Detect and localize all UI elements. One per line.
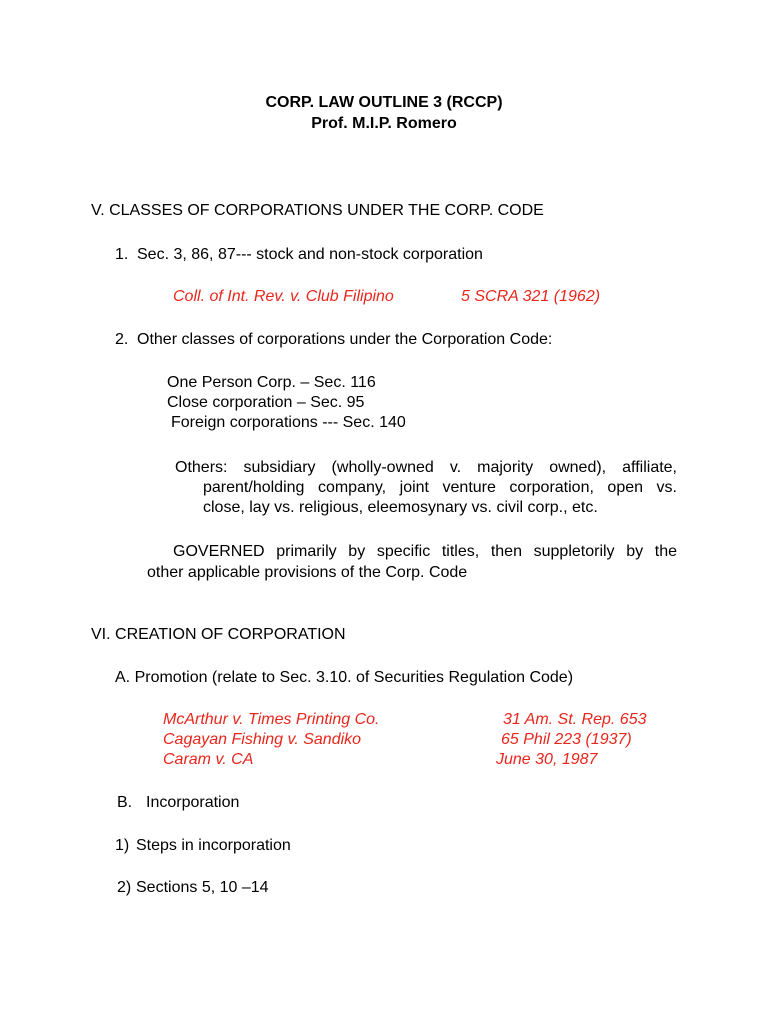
case-citation: 5 SCRA 321 (1962) xyxy=(461,288,601,305)
case-cagayan-name: Cagayan Fishing v. Sandiko xyxy=(163,731,362,748)
others-line-2: parent/holding company, joint venture corporation, open vs. xyxy=(203,479,677,496)
class-close: Close corporation – Sec. 95 xyxy=(167,394,365,411)
case-mcarthur-citation: 31 Am. St. Rep. 653 xyxy=(503,711,647,728)
item-1-number: 1. xyxy=(115,246,129,263)
step-2-text: Sections 5, 10 –14 xyxy=(136,879,269,896)
case-mcarthur-name: McArthur v. Times Printing Co. xyxy=(163,711,380,728)
case-caram-citation: June 30, 1987 xyxy=(496,751,598,768)
incorporation-letter: B. xyxy=(117,794,133,811)
step-1-number: 1) xyxy=(115,837,130,854)
incorporation-text: Incorporation xyxy=(146,794,240,811)
step-1-text: Steps in incorporation xyxy=(136,837,291,854)
case-name: Coll. of Int. Rev. v. Club Filipino xyxy=(173,288,394,305)
document-author: Prof. M.I.P. Romero xyxy=(311,115,457,132)
others-line-3: close, lay vs. religious, eleemosynary vs. civil corp., etc. xyxy=(203,499,598,516)
step-2-number: 2) xyxy=(117,879,132,896)
item-2-text: Other classes of corporations under the Corporation Code: xyxy=(137,331,553,348)
promotion-item: A. Promotion (relate to Sec. 3.10. of Securities Regulation Code) xyxy=(115,669,574,686)
document-title: CORP. LAW OUTLINE 3 (RCCP) xyxy=(265,94,503,111)
others-line-1: Others: subsidiary (wholly-owned v. majority owned), affiliate, xyxy=(175,459,677,476)
class-one-person: One Person Corp. – Sec. 116 xyxy=(167,374,376,391)
governed-line-2: other applicable provisions of the Corp. Code xyxy=(147,564,468,581)
class-foreign: Foreign corporations --- Sec. 140 xyxy=(171,414,406,431)
governed-line-1: GOVERNED primarily by specific titles, then suppletorily by the xyxy=(173,543,677,560)
case-cagayan-citation: 65 Phil 223 (1937) xyxy=(501,731,632,748)
section-v-heading: V. CLASSES OF CORPORATIONS UNDER THE CORP. CODE xyxy=(91,202,544,219)
item-1-text: Sec. 3, 86, 87--- stock and non-stock corporation xyxy=(137,246,483,263)
case-caram-name: Caram v. CA xyxy=(163,751,254,768)
item-2-number: 2. xyxy=(115,331,129,348)
section-vi-heading: VI. CREATION OF CORPORATION xyxy=(91,626,346,643)
